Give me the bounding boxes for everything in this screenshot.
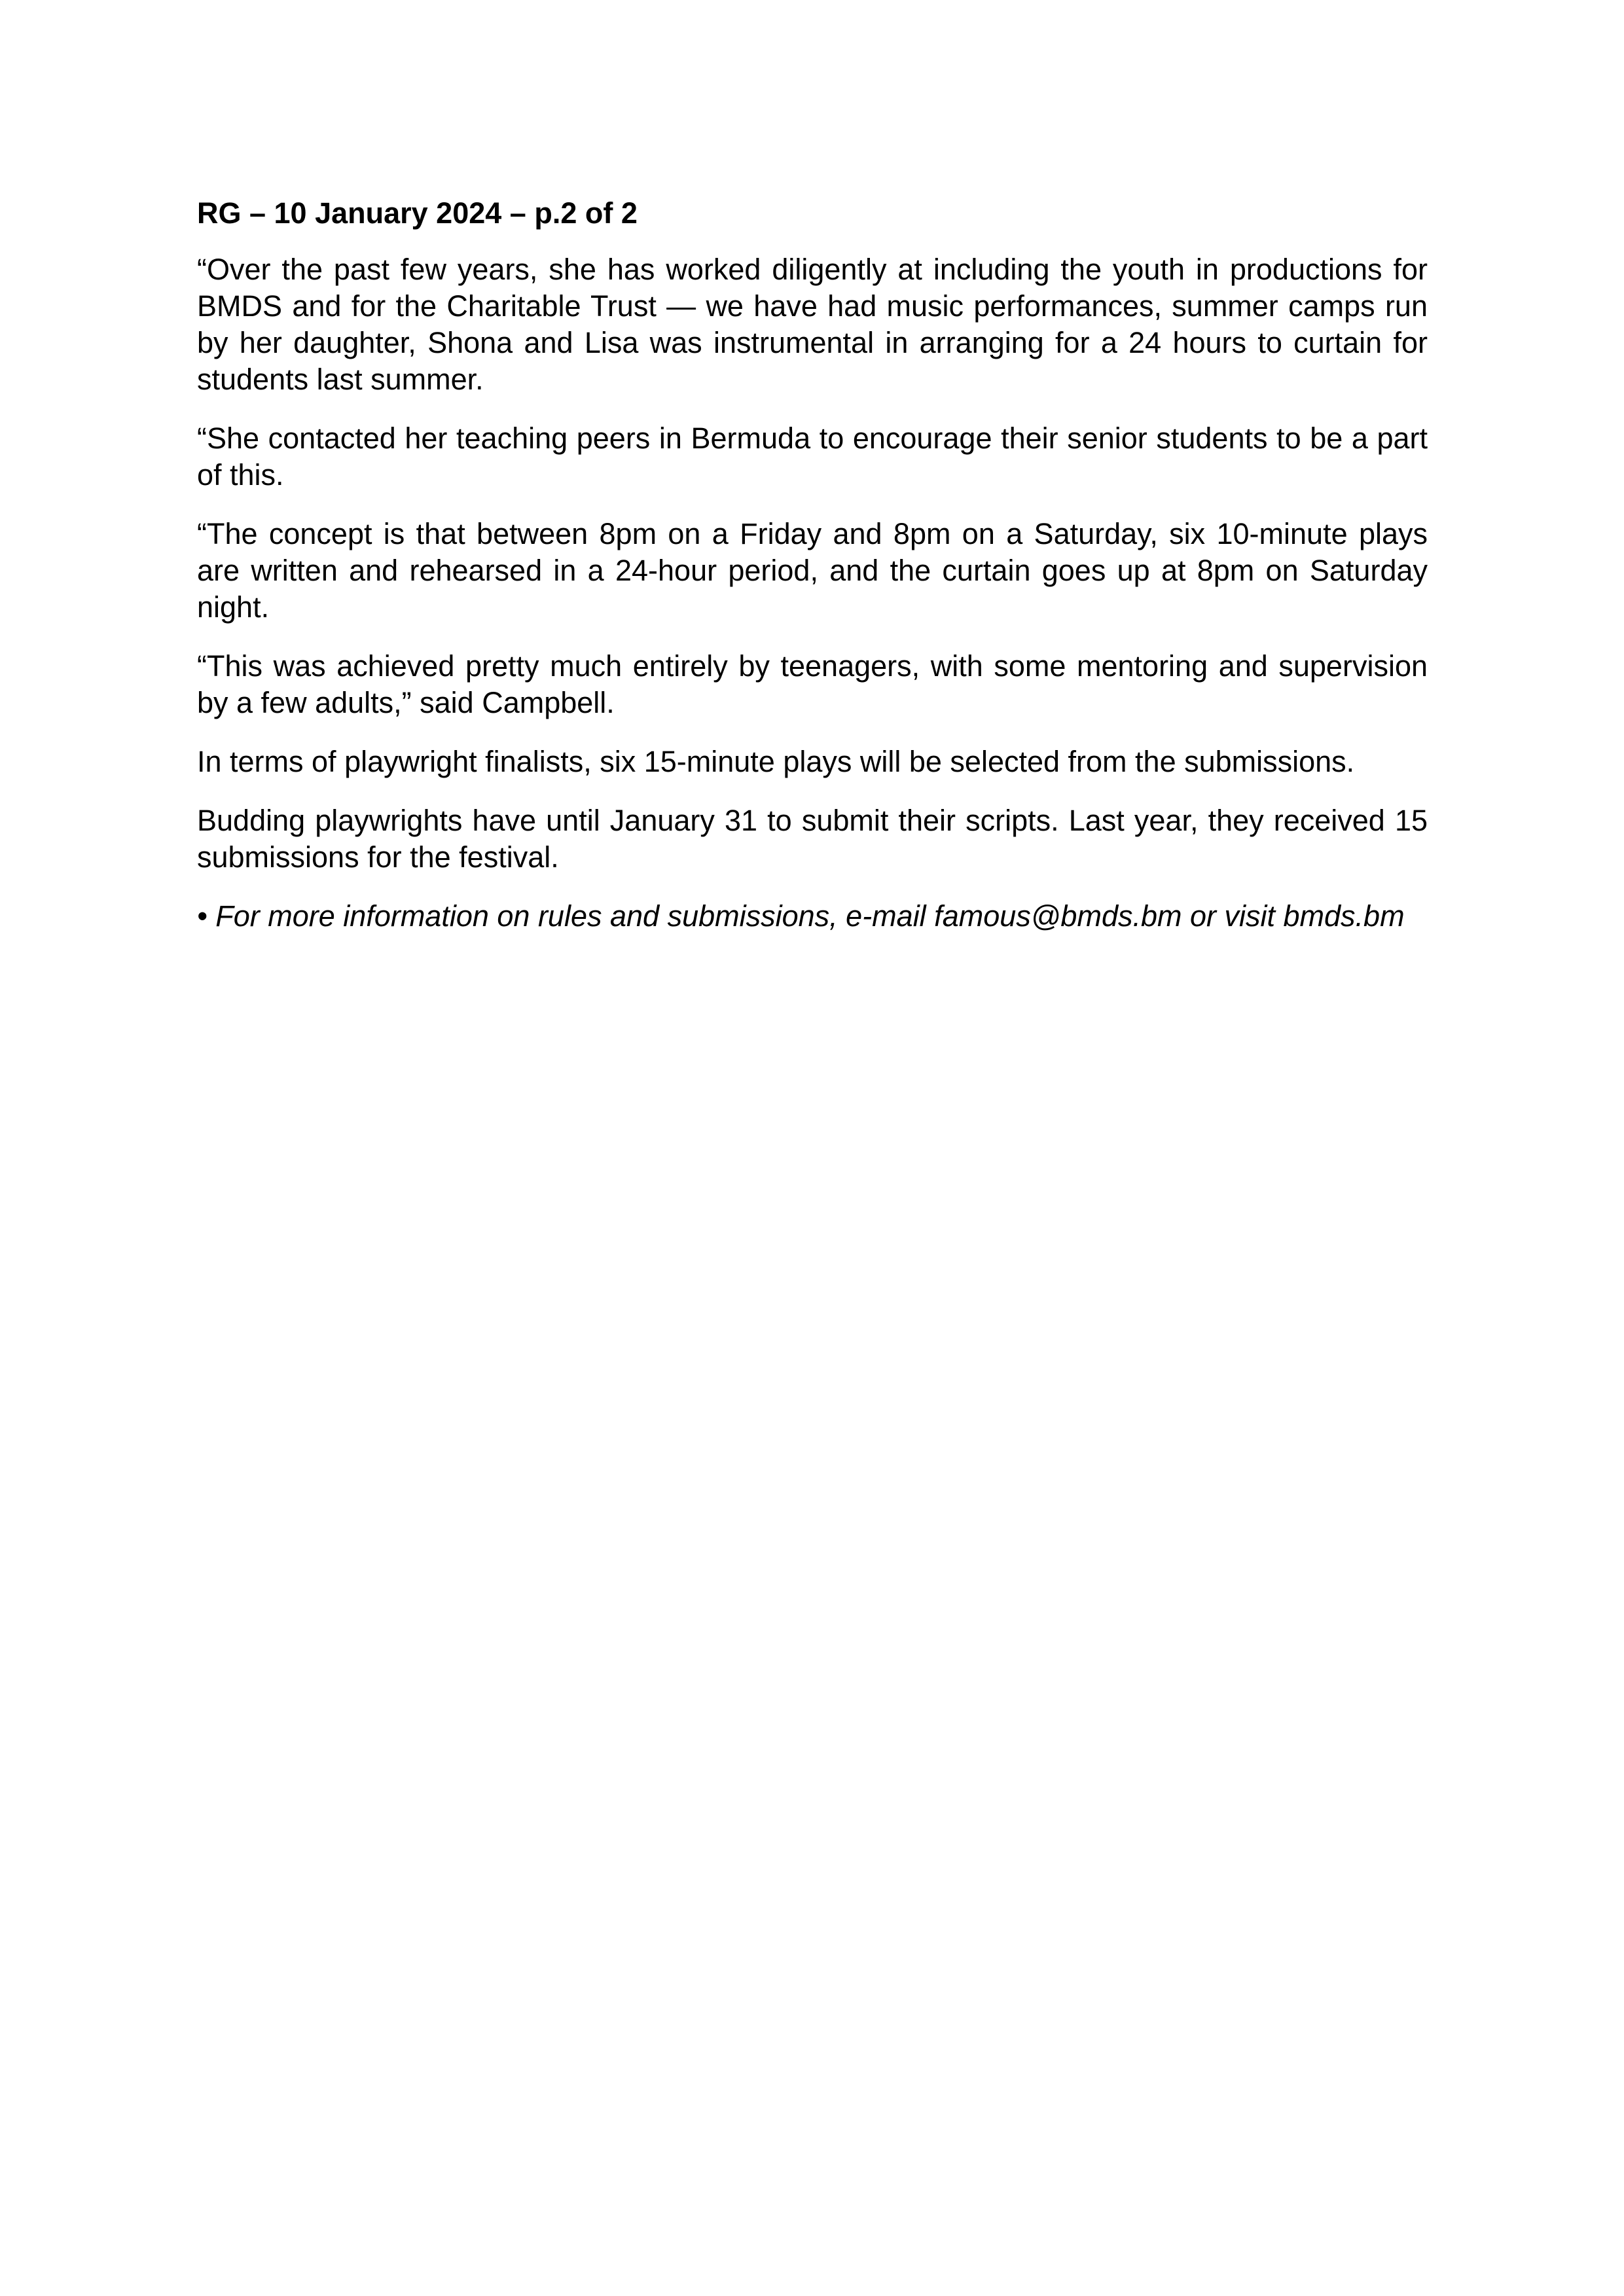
- paragraph-finalists: In terms of playwright finalists, six 15-minute plays will be selected from the submissions.: [197, 745, 1355, 778]
- document-body: [197, 195, 1428, 935]
- paragraph-teaching-peers: “She contacted her teaching peers in Bermuda to encourage their senior students to be a part of this.: [197, 422, 1428, 492]
- paragraph-concept: “The concept is that between 8pm on a Friday and 8pm on a Saturday, six 10-minute plays are written and rehearsed in a 24-hour period, and the curtain goes up at 8pm on Saturday night.: [197, 517, 1428, 624]
- page-header: RG – 10 January 2024 – p.2 of 2: [197, 196, 638, 230]
- info-note: • For more information on rules and submissions, e-mail famous@bmds.bm or visit bmds.bm: [197, 899, 1405, 933]
- paragraph-teenagers-quote: “This was achieved pretty much entirely by teenagers, with some mentoring and supervision by a few adults,” said Campbell.: [197, 649, 1428, 719]
- paragraph-youth-productions: “Over the past few years, she has worked diligently at including the youth in productions for BMDS and for the Charitable Trust — we have had music performances, summer camps run by her daughter, Shona and Lisa was instrumental in arranging for a 24 hours to curtain for students last summer.: [197, 253, 1428, 396]
- paragraph-deadline: Budding playwrights have until January 31 to submit their scripts. Last year, they received 15 submissions for the festival.: [197, 804, 1428, 874]
